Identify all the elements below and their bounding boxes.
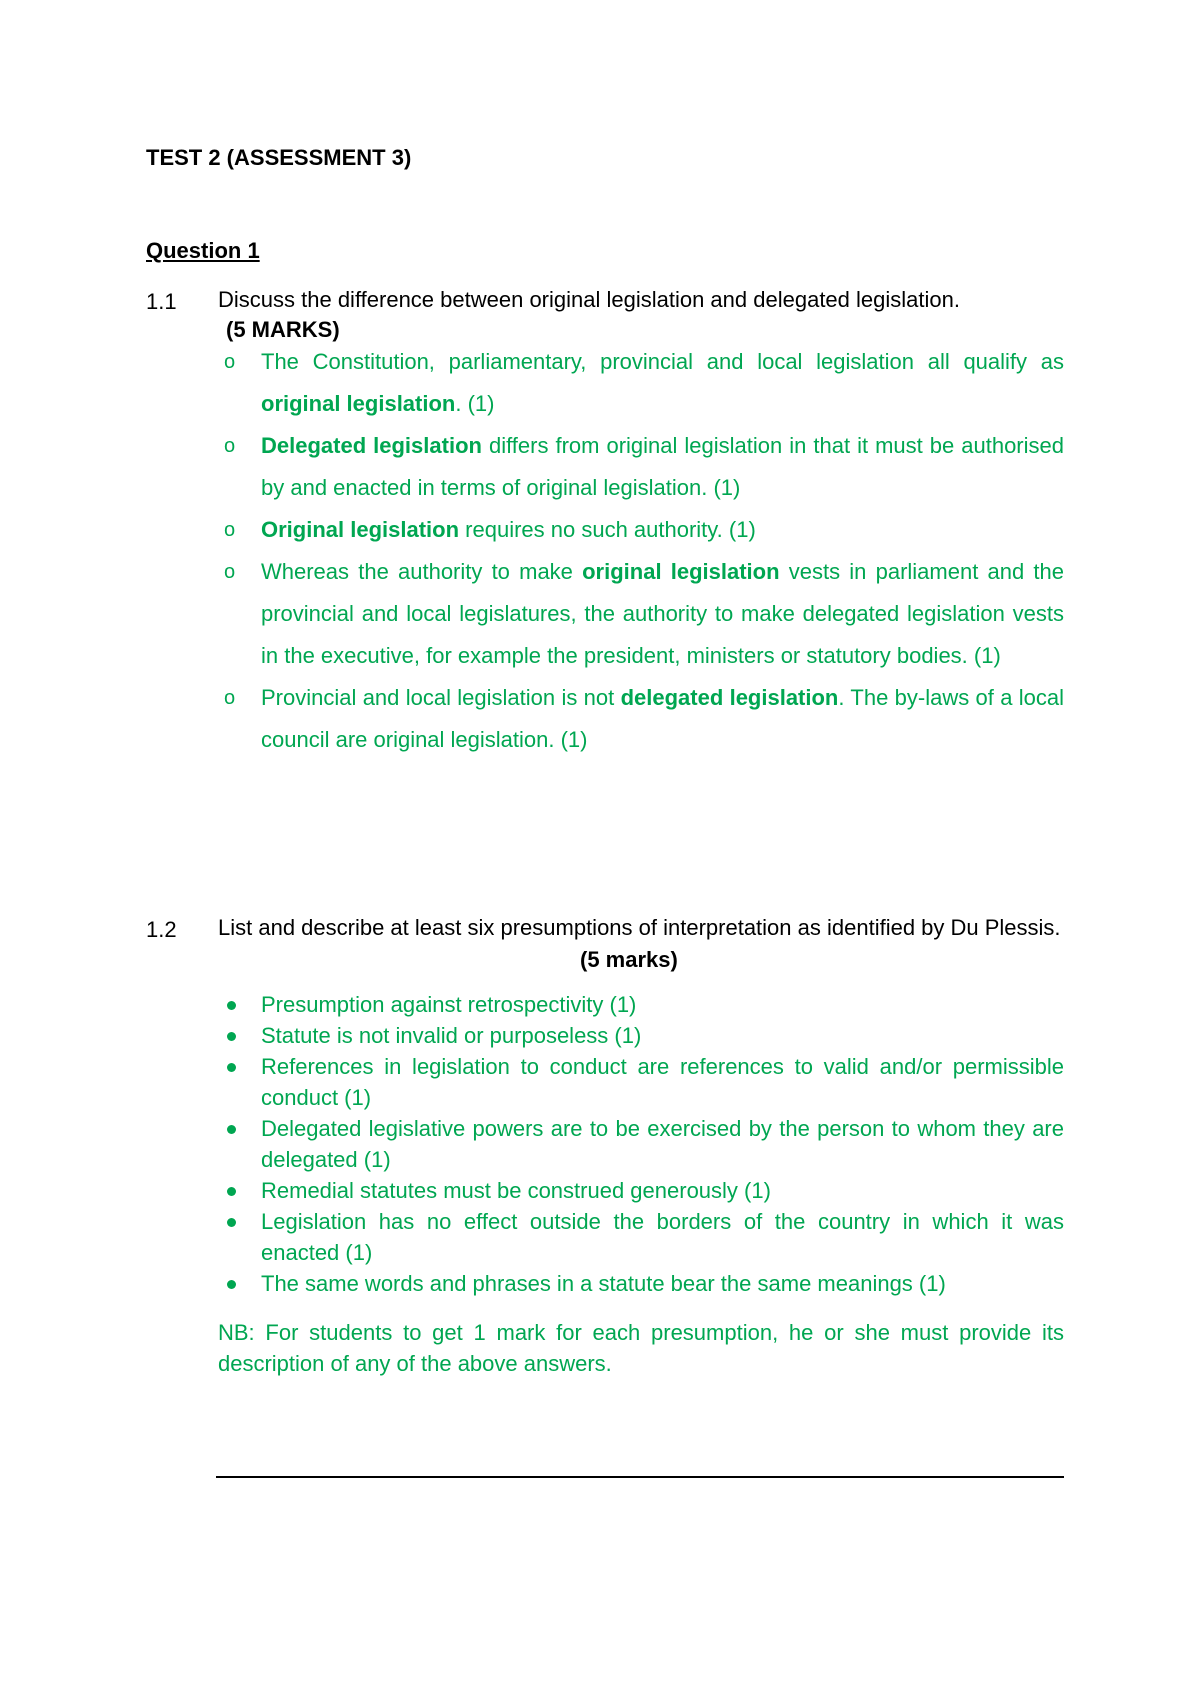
emphasis: delegated legislation — [620, 685, 839, 710]
emphasis: original legislation — [261, 391, 456, 416]
emphasis: Delegated legislation — [261, 433, 482, 458]
bullet-dot-icon — [227, 1063, 236, 1072]
document-title: TEST 2 (ASSESSMENT 3) — [146, 145, 412, 170]
answer-list-1-1 — [224, 341, 1064, 761]
question-text-1-1: Discuss the difference between original legislation and delegated legislation. — [218, 287, 960, 312]
answer-list-1-2 — [224, 989, 1064, 1299]
bullet-dot-icon — [227, 1187, 236, 1196]
bullet-dot-icon — [227, 1001, 236, 1010]
list-item: o Provincial and local legislation is not delegated legislation. The by-laws of a local council are original legislation. (1) — [224, 677, 1064, 761]
question-text-1-2: List and describe at least six presumptions of interpretation as identified by Du Plessis. — [218, 915, 1061, 940]
list-item: Legislation has no effect outside the borders of the country in which it was enacted (1) — [224, 1206, 1064, 1268]
bullet-dot-icon — [227, 1125, 236, 1134]
bullet-o-icon: o — [224, 561, 236, 583]
list-item: o Whereas the authority to make original legislation vests in parliament and the provincial and local legislatures, the authority to make delegated legislation vests in the executive, for example the president, ministers or statutory bodies. (1) — [224, 551, 1064, 677]
emphasis: Original legislation — [261, 517, 460, 542]
bullet-dot-icon — [227, 1218, 236, 1227]
list-item: The same words and phrases in a statute bear the same meanings (1) — [224, 1268, 1064, 1299]
note: NB: For students to get 1 mark for each presumption, he or she must provide its description of any of the above answers. — [218, 1320, 1064, 1376]
bullet-o-icon: o — [224, 435, 236, 457]
emphasis: original legislation — [582, 559, 780, 584]
bullet-o-icon: o — [224, 687, 236, 709]
list-item: o The Constitution, parliamentary, provincial and local legislation all qualify as original legislation. (1) — [224, 341, 1064, 425]
list-item: Remedial statutes must be construed generously (1) — [224, 1175, 1064, 1206]
list-item: Statute is not invalid or purposeless (1) — [224, 1020, 1064, 1051]
divider-line — [216, 1476, 1064, 1478]
question-marks-1-2: (5 marks) — [580, 947, 678, 972]
question-number-1-1: 1.1 — [146, 289, 177, 314]
list-item: o Original legislation requires no such authority. (1) — [224, 509, 1064, 551]
question-marks-1-1: (5 MARKS) — [226, 317, 340, 342]
list-item: References in legislation to conduct are references to valid and/or permissible conduct (1) — [224, 1051, 1064, 1113]
bullet-o-icon: o — [224, 519, 236, 541]
list-item: Delegated legislative powers are to be exercised by the person to whom they are delegated (1) — [224, 1113, 1064, 1175]
bullet-o-icon: o — [224, 351, 236, 373]
bullet-dot-icon — [227, 1032, 236, 1041]
question-heading: Question 1 — [146, 238, 260, 263]
question-number-1-2: 1.2 — [146, 917, 177, 942]
bullet-dot-icon — [227, 1280, 236, 1289]
list-item: o Delegated legislation differs from original legislation in that it must be authorised by and enacted in terms of original legislation. (1) — [224, 425, 1064, 509]
list-item: Presumption against retrospectivity (1) — [224, 989, 1064, 1020]
